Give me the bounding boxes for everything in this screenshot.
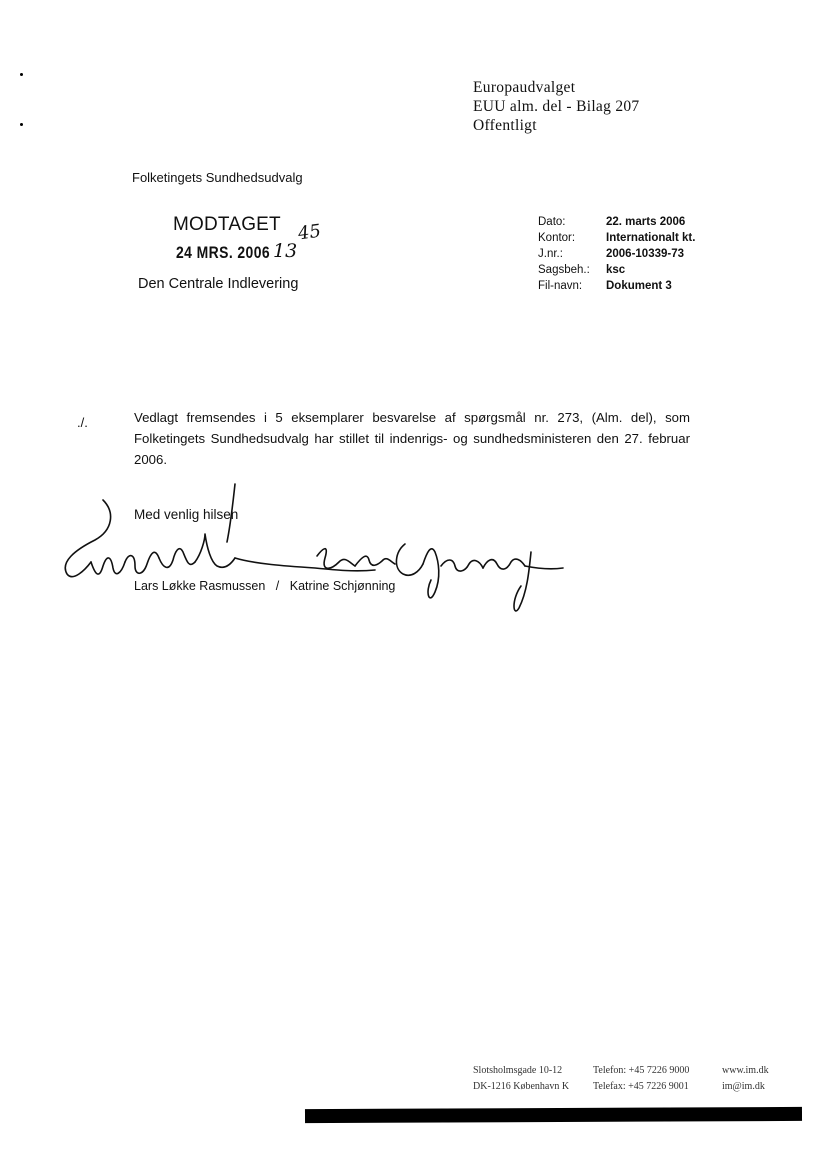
footer-address — [473, 1063, 569, 1095]
footer-web: www.im.dk — [722, 1065, 769, 1076]
meta-row-office — [538, 230, 695, 246]
footer-address-line2: DK-1216 København K — [473, 1081, 570, 1092]
letter-body: Vedlagt fremsendes i 5 eksemplarer besvarelse af spørgsmål nr. 273, (Alm. del), som Folketingets Sundhedsudvalg har stillet til indenrigs- og sundhedsministeren den 27. februar 2006. — [134, 410, 690, 467]
header-stamp-line1: Europaudvalget — [473, 79, 576, 96]
footer-phone — [593, 1063, 689, 1095]
meta-value: 2006-10339-73 — [606, 248, 685, 260]
footer-telefax: Telefax: +45 7226 9001 — [593, 1081, 689, 1092]
received-stamp-date: 24 MRS. 2006 — [176, 243, 271, 262]
signer-names — [134, 579, 395, 593]
header-stamp-line3: Offentligt — [473, 117, 537, 134]
signer-first: Lars Løkke Rasmussen — [134, 579, 266, 593]
meta-label: Dato: — [538, 216, 566, 228]
signer-separator: / — [275, 579, 280, 593]
meta-value: Dokument 3 — [606, 280, 672, 292]
footer-black-bar — [305, 1107, 802, 1123]
document-meta — [538, 214, 695, 294]
meta-value: Internationalt kt. — [606, 232, 696, 244]
received-stamp-office: Den Centrale Indlevering — [138, 276, 299, 292]
scan-speck — [20, 123, 23, 126]
header-stamp-line2: EUU alm. del - Bilag 207 — [473, 98, 640, 115]
meta-row-caseworker — [538, 262, 695, 278]
signer-second: Katrine Schjønning — [289, 579, 396, 593]
meta-label: Sagsbeh.: — [538, 264, 590, 276]
scan-speck — [20, 73, 23, 76]
footer-contact — [722, 1063, 769, 1095]
header-stamp — [473, 78, 639, 135]
received-stamp-handwritten-time: 13 — [273, 240, 298, 262]
addressee: Folketingets Sundhedsudvalg — [132, 170, 303, 185]
footer-email: im@im.dk — [722, 1081, 765, 1092]
enclosure-marker: ./. — [77, 415, 88, 430]
meta-row-filename — [538, 278, 695, 294]
meta-label: J.nr.: — [538, 248, 563, 260]
meta-row-journal — [538, 246, 695, 262]
meta-label: Kontor: — [538, 232, 576, 244]
meta-row-date — [538, 214, 695, 230]
footer-telephone: Telefon: +45 7226 9000 — [593, 1065, 690, 1076]
received-stamp-title: MODTAGET — [173, 214, 281, 235]
meta-value: ksc — [606, 264, 626, 276]
closing-greeting: Med venlig hilsen — [134, 507, 239, 522]
meta-value: 22. marts 2006 — [606, 216, 686, 228]
signature-scribble — [55, 482, 575, 622]
footer-address-line1: Slotsholmsgade 10-12 — [473, 1065, 563, 1076]
meta-label: Fil-navn: — [538, 280, 583, 292]
received-stamp-handwritten-min: 45 — [296, 220, 323, 245]
